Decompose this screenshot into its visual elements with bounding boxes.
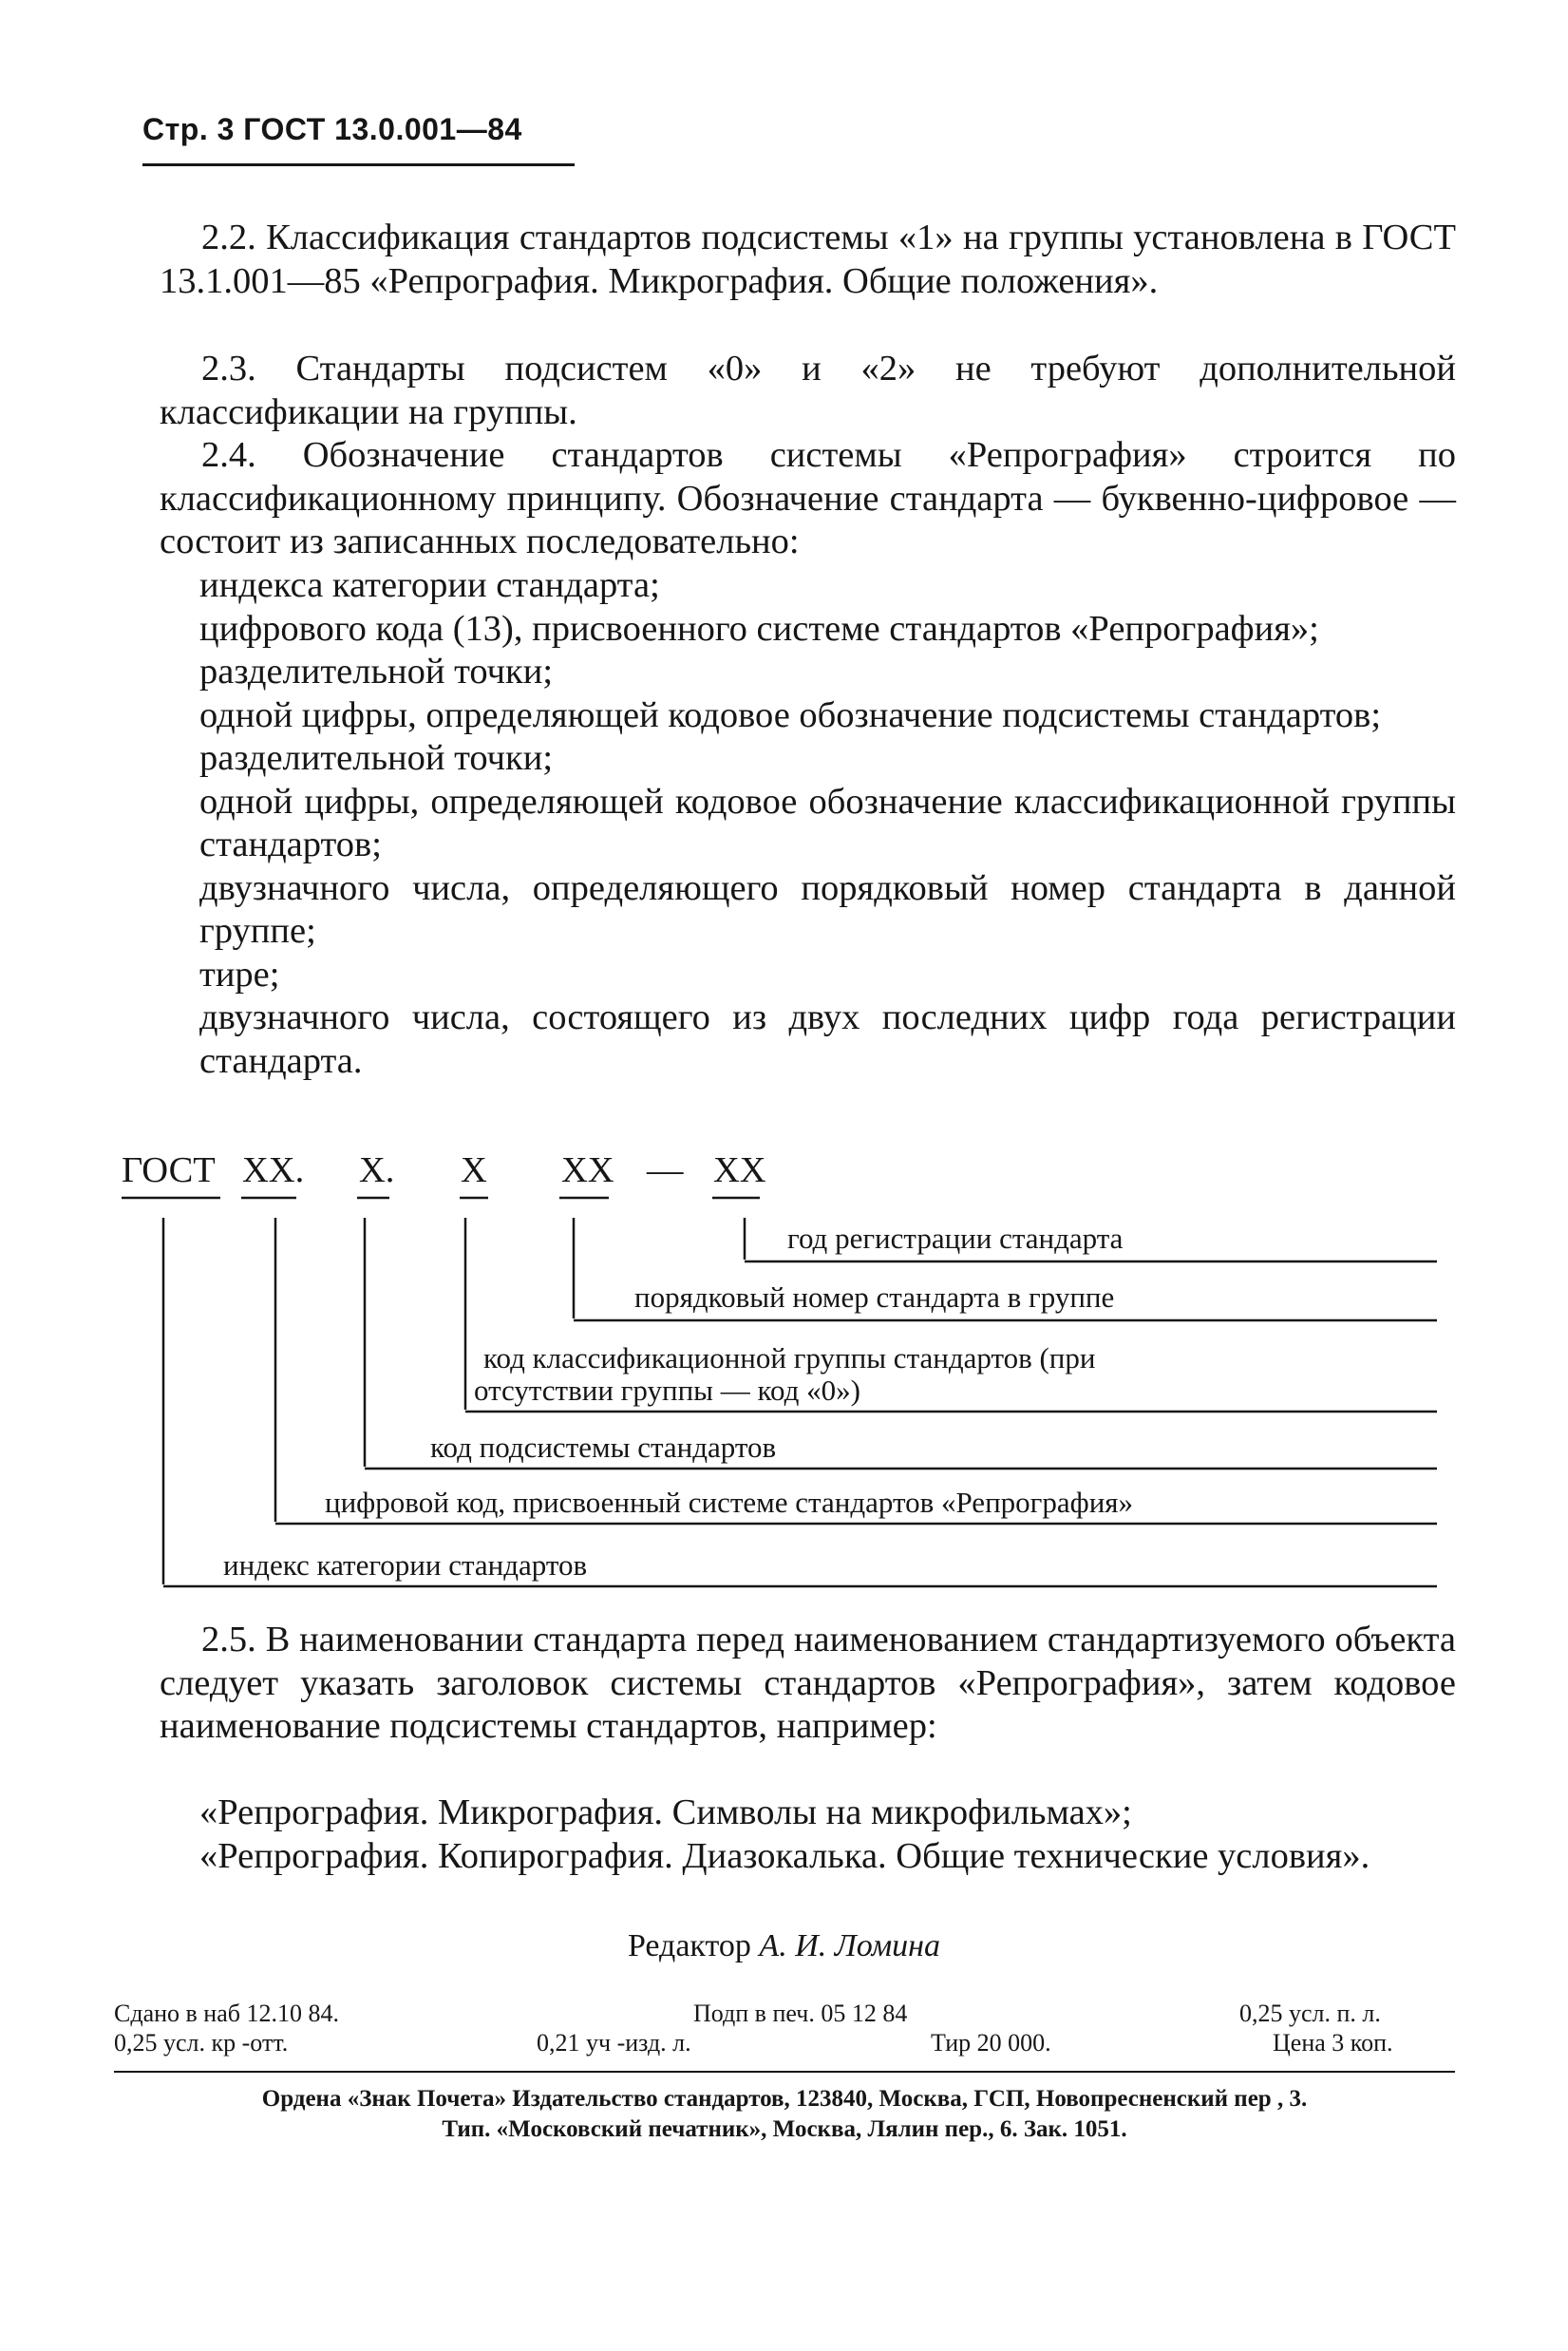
editor-line <box>0 1928 1568 1964</box>
section-2-2: 2.2. Классификация стандартов подсистемы «1» на группы установлена в ГОСТ 13.1.001—85 «Репрография. Микрография. Общие положения». <box>160 218 1456 301</box>
example-item: «Репрография. Копирография. Диазокалька. Общие технические условия». <box>199 1835 1370 1876</box>
designation-item: индекса категории стандарта; <box>199 565 660 605</box>
designation-item: цифрового кода (13), присвоенного системе стандартов «Репрография»; <box>199 608 1319 649</box>
code-part-gost: ГОСТ <box>122 1150 216 1190</box>
label-number: порядковый номер стандарта в группе <box>634 1280 1115 1314</box>
code-part-number: XX <box>561 1150 614 1190</box>
label-subsystem: код подсистемы стандартов <box>430 1431 777 1464</box>
imprint-line-2: Тип. «Московский печатник», Москва, Лялин пер., 6. Зак. 1051. <box>442 2116 1127 2142</box>
label-category: индекс категории стандартов <box>223 1548 588 1582</box>
designation-item: одной цифры, определяющей кодовое обозначение подсистемы стандартов; <box>199 694 1382 735</box>
pub-publisher-sheets: 0,21 уч -изд. л. <box>537 2029 691 2057</box>
pub-submitted: Сдано в наб 12.10 84. <box>114 2000 339 2027</box>
section-2-4: 2.4. Обозначение стандартов системы «Репрография» строится по классификационному принципу. Обозначение стандарта — буквенно-цифровое — состоит из записанных последовательно: <box>160 435 1456 561</box>
code-part-group: X <box>461 1150 487 1190</box>
pub-color-prints: 0,25 усл. кр -отт. <box>114 2029 289 2057</box>
pub-sheets: 0,25 усл. п. л. <box>1239 2000 1381 2027</box>
designation-item: разделительной точки; <box>199 652 554 692</box>
pub-signed: Подп в печ. 05 12 84 <box>693 2000 908 2027</box>
pub-circulation: Тир 20 000. <box>931 2029 1051 2057</box>
example-item: «Репрография. Микрография. Символы на микрофильмах»; <box>199 1792 1132 1832</box>
imprint-line-1: Ордена «Знак Почета» Издательство стандартов, 123840, Москва, ГСП, Новопресненский пер , 3. <box>261 2086 1308 2112</box>
footer-divider <box>114 2071 1455 2073</box>
label-group-line1: код классификационной группы стандартов (при <box>483 1341 1096 1375</box>
code-part-year: XX <box>713 1150 766 1190</box>
editor-name: А. И. Ломина <box>759 1928 941 1963</box>
designation-item: двузначного числа, состоящего из двух последних цифр года регистрации стандарта. <box>199 997 1456 1081</box>
section-2-5: 2.5. В наименовании стандарта перед наименованием стандартизуемого объекта следует указать заголовок системы стандартов «Репрография», затем кодовое наименование подсистемы стандартов, например: <box>160 1620 1456 1746</box>
designation-item: тире; <box>199 954 280 995</box>
designation-item: двузначного числа, определяющего порядковый номер стандарта в данной группе; <box>199 867 1456 951</box>
code-part-dash: — <box>647 1150 684 1190</box>
code-part-subsystem: X. <box>359 1150 395 1190</box>
label-digital-code: цифровой код, присвоенный системе стандартов «Репрография» <box>325 1486 1134 1519</box>
label-year: год регистрации стандарта <box>787 1222 1124 1255</box>
pub-price: Цена 3 коп. <box>1273 2029 1393 2057</box>
designation-item: разделительной точки; <box>199 738 554 778</box>
examples-list <box>199 1792 1456 1878</box>
section-2-3: 2.3. Стандарты подсистем «0» и «2» не требуют дополнительной классификации на группы. <box>160 349 1456 432</box>
page-header: Стр. 3 ГОСТ 13.0.001—84 <box>142 112 522 146</box>
editor-label: Редактор <box>627 1928 751 1963</box>
label-group-line2: отсутствии группы — код «0») <box>474 1374 860 1407</box>
designation-item: одной цифры, определяющей кодовое обозначение классификационной группы стандартов; <box>199 781 1456 864</box>
code-part-system: XX. <box>242 1150 305 1190</box>
